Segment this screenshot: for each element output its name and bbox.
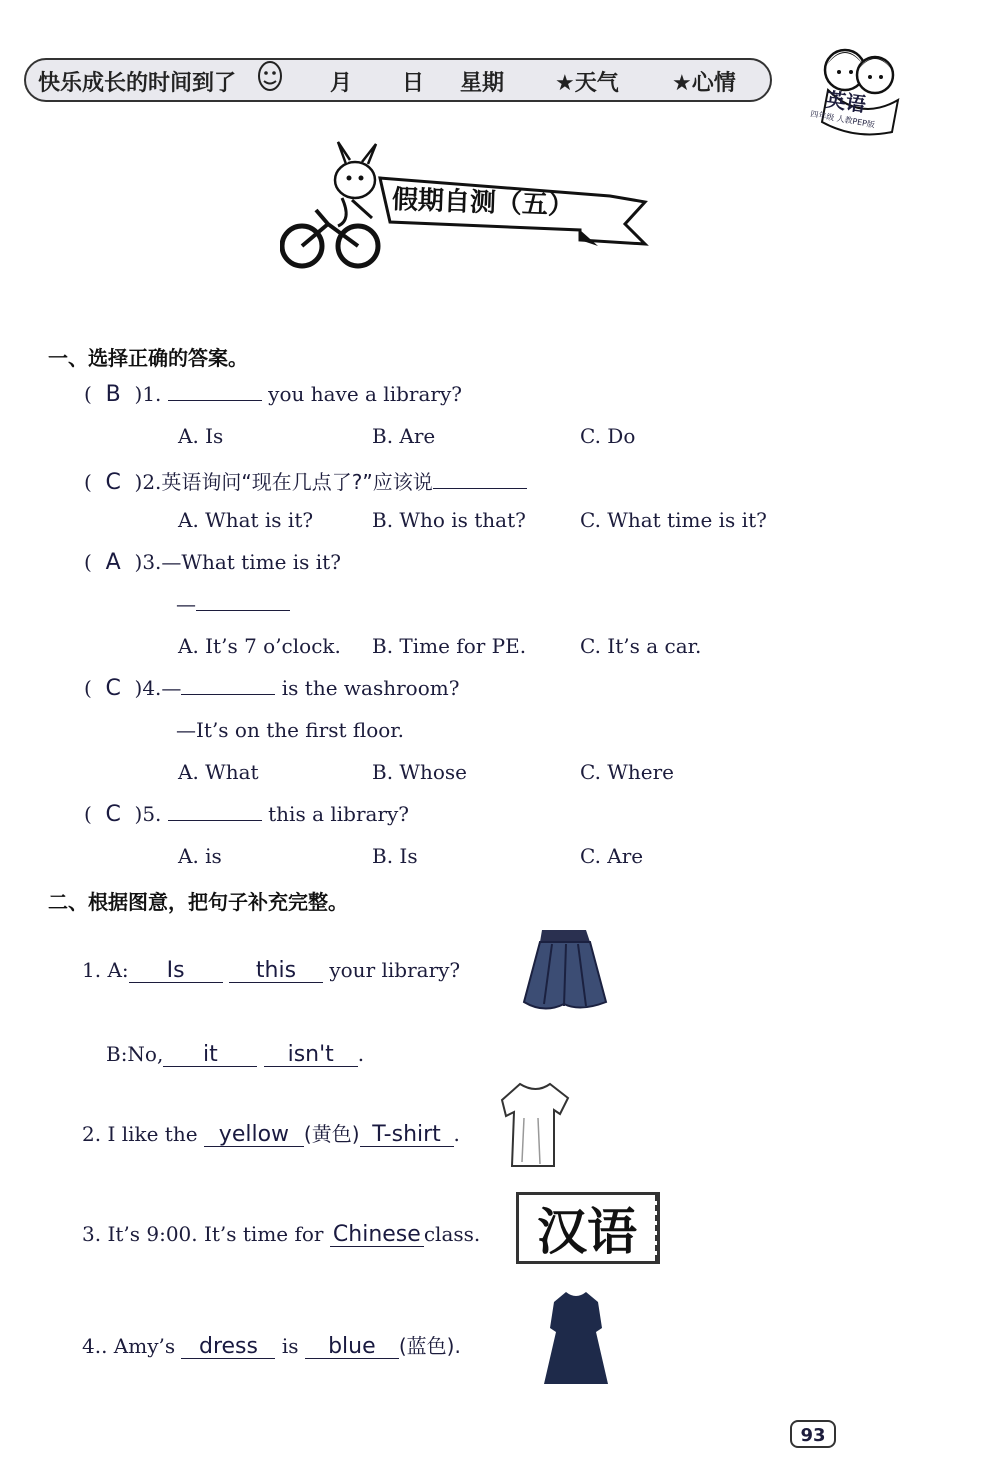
page-title: 假期自测（五） — [391, 184, 575, 222]
q3-option-b: B. Time for PE. — [372, 634, 527, 658]
question-3: ( A )3.—What time is it? — [84, 550, 341, 575]
question-5-text: this a library? — [268, 802, 410, 826]
header-month: 月 — [330, 71, 353, 96]
answer-3: A — [105, 550, 121, 575]
fill-1-answer-1: Is — [129, 960, 223, 983]
answer-5: C — [105, 802, 121, 827]
fill-4-answer-2: blue — [305, 1336, 399, 1359]
book-badge — [800, 30, 910, 140]
fill-4-answer-1: dress — [181, 1336, 275, 1359]
flashcard-text: 汉语 — [519, 1195, 657, 1261]
q3-option-c: C. It’s a car. — [580, 634, 702, 658]
fill-2-answer-1: yellow — [204, 1124, 304, 1147]
question-3-number: )3. — [134, 550, 162, 574]
fill-question-1: 1. A: Is this your library? — [82, 958, 461, 983]
fill-1b-answer-2: isn't — [264, 1044, 358, 1067]
fill-question-4: 4.. Amy’s dress is blue (蓝色). — [82, 1334, 461, 1359]
q1-option-c: C. Do — [580, 424, 636, 448]
answer-4: C — [105, 676, 121, 701]
question-1-blank — [168, 382, 262, 401]
question-4-number: )4. — [134, 676, 162, 700]
header-day: 日 — [402, 71, 425, 96]
fill-3-answer-1: Chinese — [330, 1224, 424, 1247]
tshirt-picture-icon — [500, 1078, 572, 1170]
q4-option-a: A. What — [178, 760, 259, 784]
skirt-picture-icon — [520, 924, 610, 1014]
question-3-blank — [196, 592, 290, 611]
question-2-text: 英语询问“现在几点了?”应该说 — [161, 470, 433, 494]
page-number: 93 — [790, 1420, 836, 1448]
section2-heading: 二、根据图意，把句子补充完整。 — [48, 890, 348, 914]
q4-option-b: B. Whose — [372, 760, 467, 784]
answer-1: B — [105, 382, 121, 407]
question-4-blank — [181, 676, 275, 695]
fill-question-3: 3. It’s 9:00. It’s time for Chinese class. — [82, 1222, 481, 1247]
question-1-number: )1. — [134, 382, 162, 406]
badge-subject: 英语 — [824, 87, 868, 117]
q1-option-b: B. Are — [372, 424, 436, 448]
q5-option-a: A. is — [178, 844, 222, 868]
header-weekday: 星期 — [460, 71, 505, 96]
chinese-flashcard — [516, 1192, 660, 1264]
q2-option-b: B. Who is that? — [372, 508, 526, 532]
question-2-blank — [433, 470, 527, 489]
question-4-text: is the washroom? — [281, 676, 460, 700]
question-2-number: )2. — [134, 470, 162, 494]
q4-option-c: C. Where — [580, 760, 674, 784]
fill-1b-answer-1: it — [163, 1044, 257, 1067]
answer-2: C — [105, 470, 121, 495]
q2-option-c: C. What time is it? — [580, 508, 767, 532]
question-3-line2: — — [176, 592, 290, 616]
question-1-text: you have a library? — [268, 382, 462, 406]
fill-question-2: 2. I like the yellow (黄色) T-shirt . — [82, 1122, 460, 1147]
pencil-face-icon — [252, 56, 288, 96]
question-5-blank — [168, 802, 262, 821]
question-2: ( C )2.英语询问“现在几点了?”应该说 — [84, 466, 527, 495]
fill-1-answer-2: this — [229, 960, 323, 983]
question-4: ( C )4.— is the washroom? — [84, 676, 460, 701]
badge-subtitle: 四年级 人教PEP版 — [809, 109, 876, 130]
q1-option-a: A. Is — [178, 424, 224, 448]
fill-question-1-b: B:No, it isn't . — [106, 1042, 365, 1067]
question-3-text: —What time is it? — [161, 550, 341, 574]
q5-option-b: B. Is — [372, 844, 418, 868]
header-weather: ★天气 — [555, 71, 619, 96]
section1-heading: 一、选择正确的答案。 — [48, 346, 248, 370]
header-slogan: 快乐成长的时间到了 — [38, 71, 237, 96]
question-1: ( B )1. you have a library? — [84, 382, 462, 407]
q2-option-a: A. What is it? — [178, 508, 314, 532]
fill-2-answer-2: T-shirt — [360, 1124, 454, 1147]
title-banner — [280, 140, 660, 275]
q5-option-c: C. Are — [580, 844, 644, 868]
question-5-number: )5. — [134, 802, 162, 826]
question-4-line2: —It’s on the first floor. — [176, 718, 405, 742]
dress-picture-icon — [540, 1288, 612, 1388]
question-5: ( C )5. this a library? — [84, 802, 410, 827]
q3-option-a: A. It’s 7 o’clock. — [178, 634, 341, 658]
header-mood: ★心情 — [672, 71, 736, 96]
